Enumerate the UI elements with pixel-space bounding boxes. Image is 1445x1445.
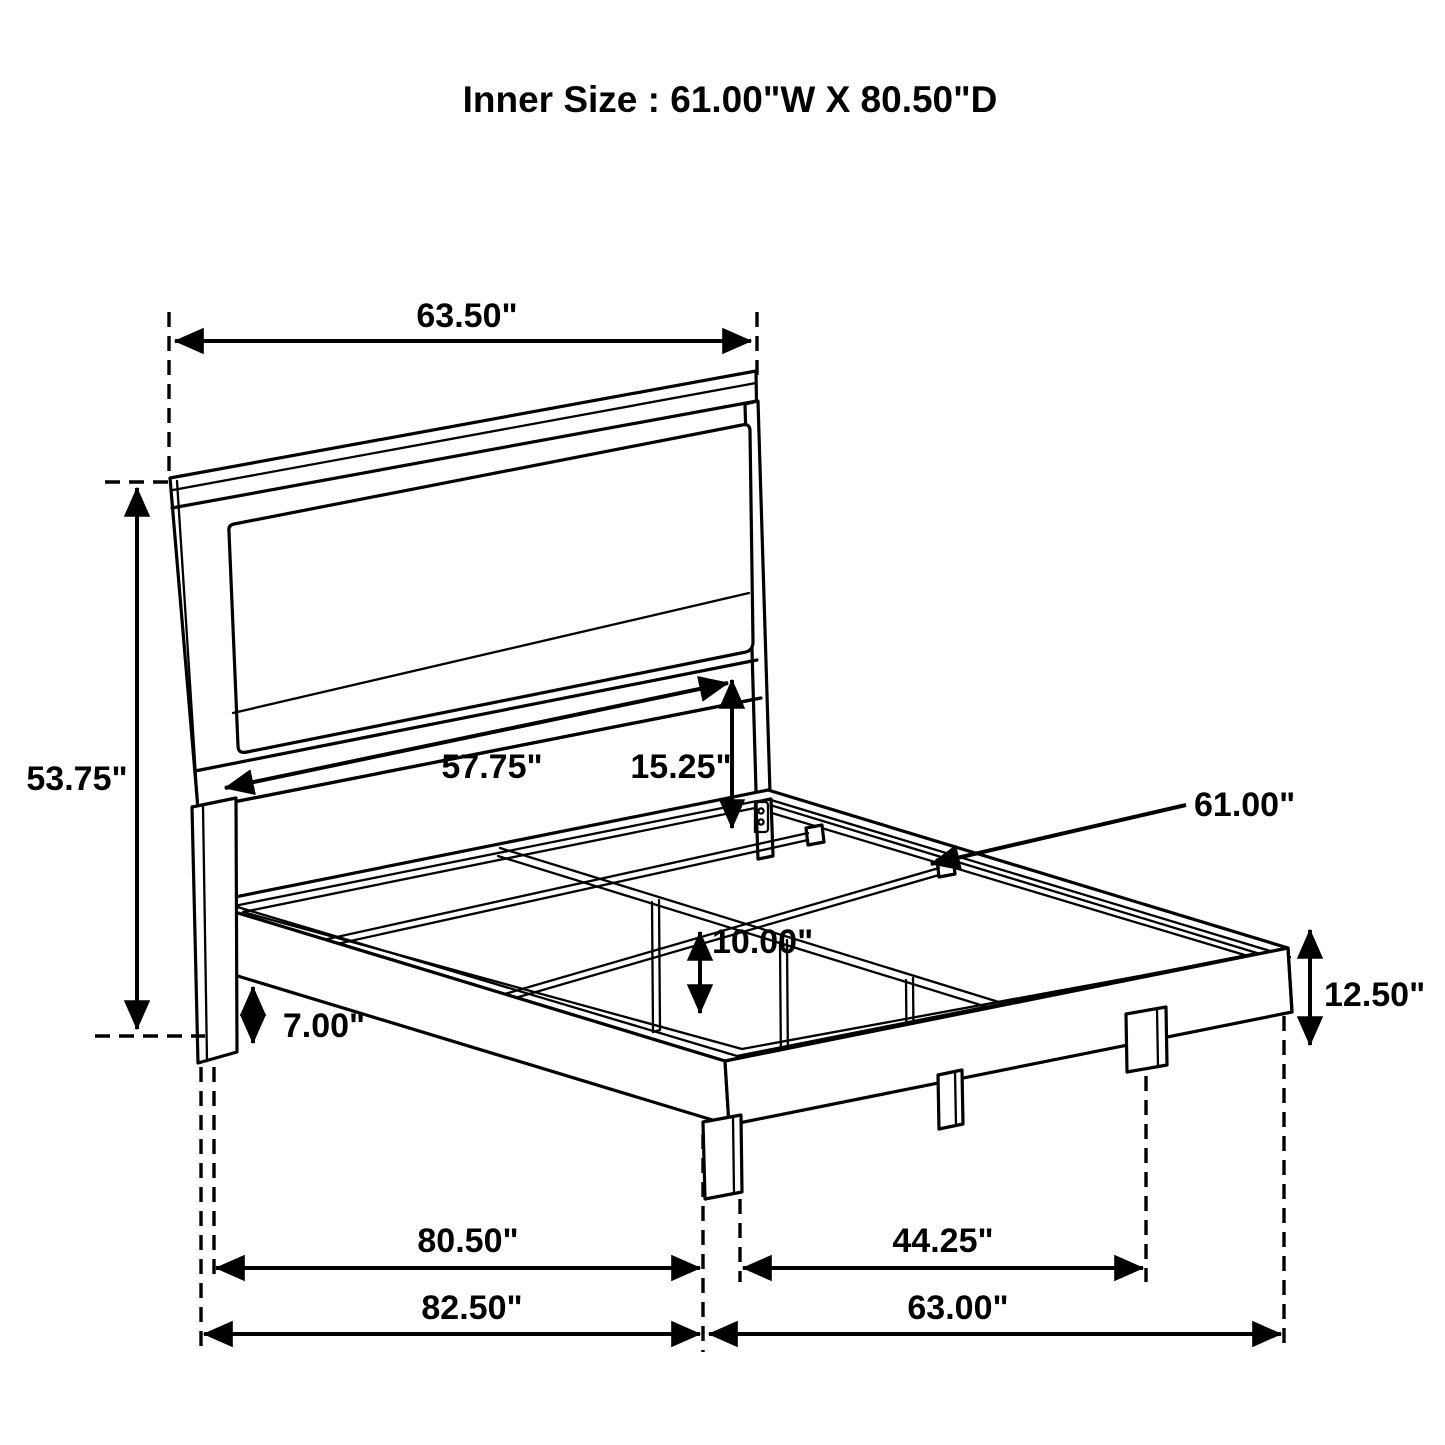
dim-overall-width-label: 63.00" <box>907 1289 1009 1327</box>
dim-headboard-height-label: 53.75" <box>26 760 128 798</box>
front-right-leg <box>1126 1007 1167 1072</box>
dim-platform-height-label: 12.50" <box>1324 976 1426 1014</box>
dim-clearance-label: 7.00" <box>282 1007 366 1045</box>
dim-slat-length-leader <box>931 805 1186 864</box>
dim-overall-depth-label: 82.50" <box>421 1289 523 1327</box>
dim-slat-length-label: 61.00" <box>1194 786 1296 824</box>
headboard-left-leg <box>192 798 237 1063</box>
dim-headboard-width-label: 63.50" <box>416 297 518 335</box>
front-left-leg <box>703 1115 742 1199</box>
dim-inner-depth-label: 80.50" <box>417 1222 519 1260</box>
dim-headboard-inner-width-label: 57.75" <box>441 748 543 786</box>
dim-frame-inner-height-label: 10.00" <box>712 923 814 961</box>
page-title: Inner Size : 61.00"W X 80.50"D <box>462 79 998 120</box>
front-center-leg <box>938 1070 963 1129</box>
dim-headboard-to-slat-label: 15.25" <box>630 748 732 786</box>
dim-front-leg-span-label: 44.25" <box>892 1222 994 1260</box>
